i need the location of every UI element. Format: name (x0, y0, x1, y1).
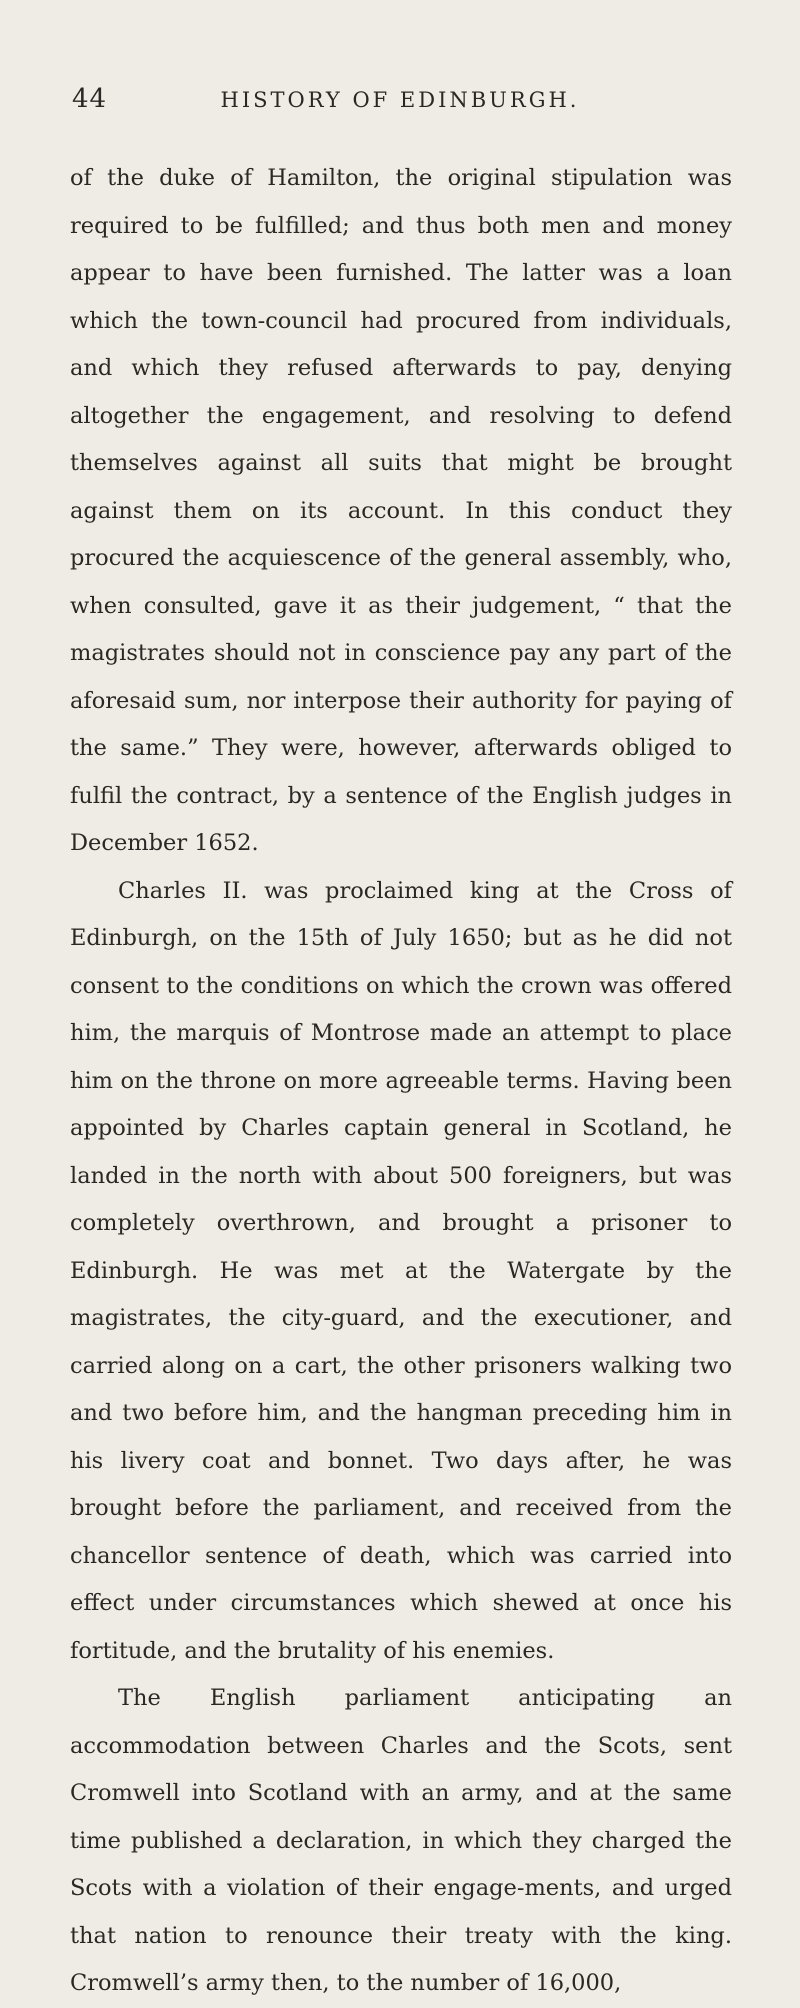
body-text (70, 155, 732, 2008)
paragraph-english-parliament: The English parliament anticipating an accommodation between Charles and the Scots, sent Cromwell into Scotland with an army, and at the same time published a declaration, in which they charged the Scots with a violation of their engage-ments, and urged that nation to renounce their treaty with the king. Cromwell’s army then, to the number of 16,000, (70, 1685, 732, 1996)
page-number: 44 (72, 84, 108, 114)
paragraph-charles-ii: Charles II. was proclaimed king at the Cross of Edinburgh, on the 15th of July 1650; but as he did not consent to the conditions on which the crown was offered him, the marquis of Montrose made an attempt to place him on the throne on more agreeable terms. Having been appointed by Charles captain general in Scotland, he landed in the north with about 500 foreigners, but was completely overthrown, and brought a prisoner to Edinburgh. He was met at the Watergate by the magistrates, the city-guard, and the executioner, and carried along on a cart, the other prisoners walking two and two before him, and the hangman preceding him in his livery coat and bonnet. Two days after, he was brought before the parliament, and received from the chancellor sentence of death, which was carried into effect under circumstances which shewed at once his fortitude, and the brutality of his enemies. (70, 877, 732, 1664)
paragraph-continued: of the duke of Hamilton, the original stipulation was required to be fulfilled; and thus both men and money appear to have been furnished. The latter was a loan which the town-council had procured from individuals, and which they refused afterwards to pay, denying altogether the engagement, and resolving to defend themselves against all suits that might be brought against them on its account. In this conduct they procured the acquiescence of the general assembly, who, when consulted, gave it as their judgement, “ that the magistrates should not in conscience pay any part of the aforesaid sum, nor interpose their authority for paying of the same.” They were, however, afterwards obliged to fulfil the contract, by a sentence of the English judges in December 1652. (70, 165, 732, 856)
running-title: HISTORY OF EDINBURGH. (220, 88, 580, 112)
page-header (70, 84, 730, 124)
